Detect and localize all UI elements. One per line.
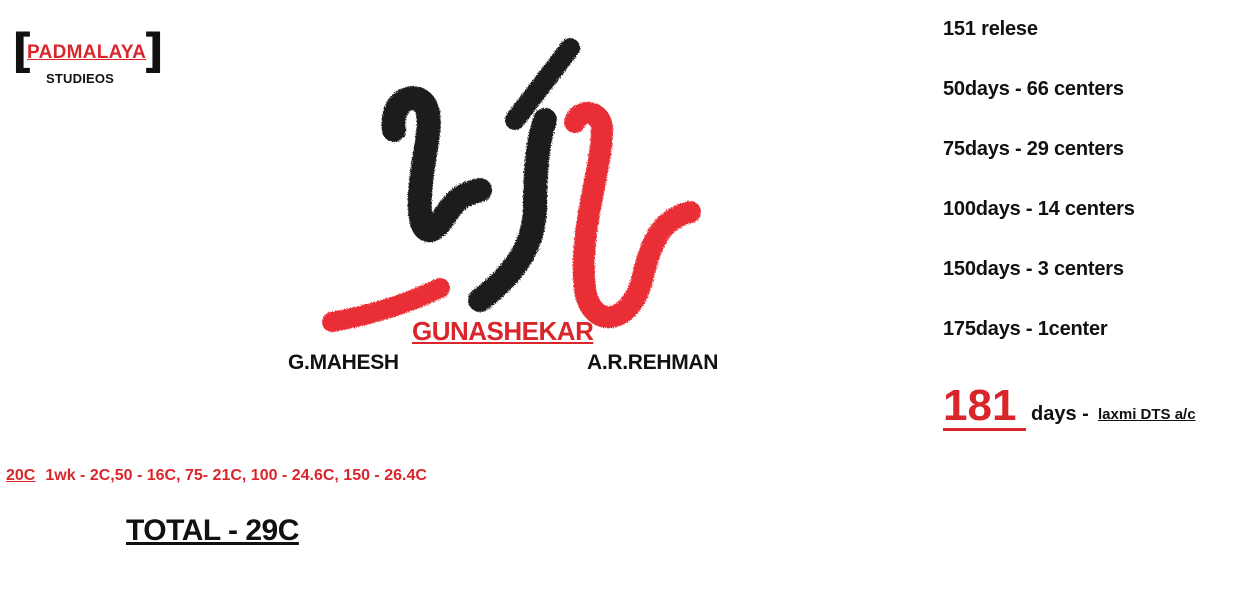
total-collection: TOTAL - 29C [126, 514, 299, 547]
red-stroke-right [575, 113, 690, 317]
collections-lead: 20C [6, 467, 36, 484]
stat-release: 151 relese [943, 18, 1038, 40]
logo-name: PADMALAYA [27, 42, 147, 63]
director-name: GUNASHEKAR [412, 316, 594, 346]
logo-bracket-open: [ [12, 24, 34, 78]
stat-175days: 175days - 1center [943, 318, 1108, 340]
stat-75days: 75days - 29 centers [943, 138, 1124, 160]
collections-breakdown: 1wk - 2C,50 - 16C, 75- 21C, 100 - 24.6C, 150 - 26.4C [45, 467, 427, 484]
logo-subtitle: STUDIEOS [46, 71, 115, 86]
logo-bracket-close: ] [143, 24, 165, 78]
stat-50days: 50days - 66 centers [943, 78, 1124, 100]
title-brush-artwork [310, 30, 730, 350]
run-stats [943, 18, 1243, 378]
black-stroke-3 [480, 120, 545, 300]
stat-150days: 150days - 3 centers [943, 258, 1124, 280]
final-run-note: laxmi DTS a/c [1098, 406, 1196, 423]
collections-line [6, 467, 427, 485]
final-run-label: days - [1031, 403, 1089, 425]
final-run [943, 381, 1243, 430]
black-stroke-1 [394, 98, 480, 230]
studio-logo [12, 24, 165, 90]
final-run-number: 181 [943, 384, 1026, 431]
credit-left: G.MAHESH [288, 351, 399, 374]
stat-100days: 100days - 14 centers [943, 198, 1135, 220]
credit-right: A.R.REHMAN [587, 351, 719, 374]
